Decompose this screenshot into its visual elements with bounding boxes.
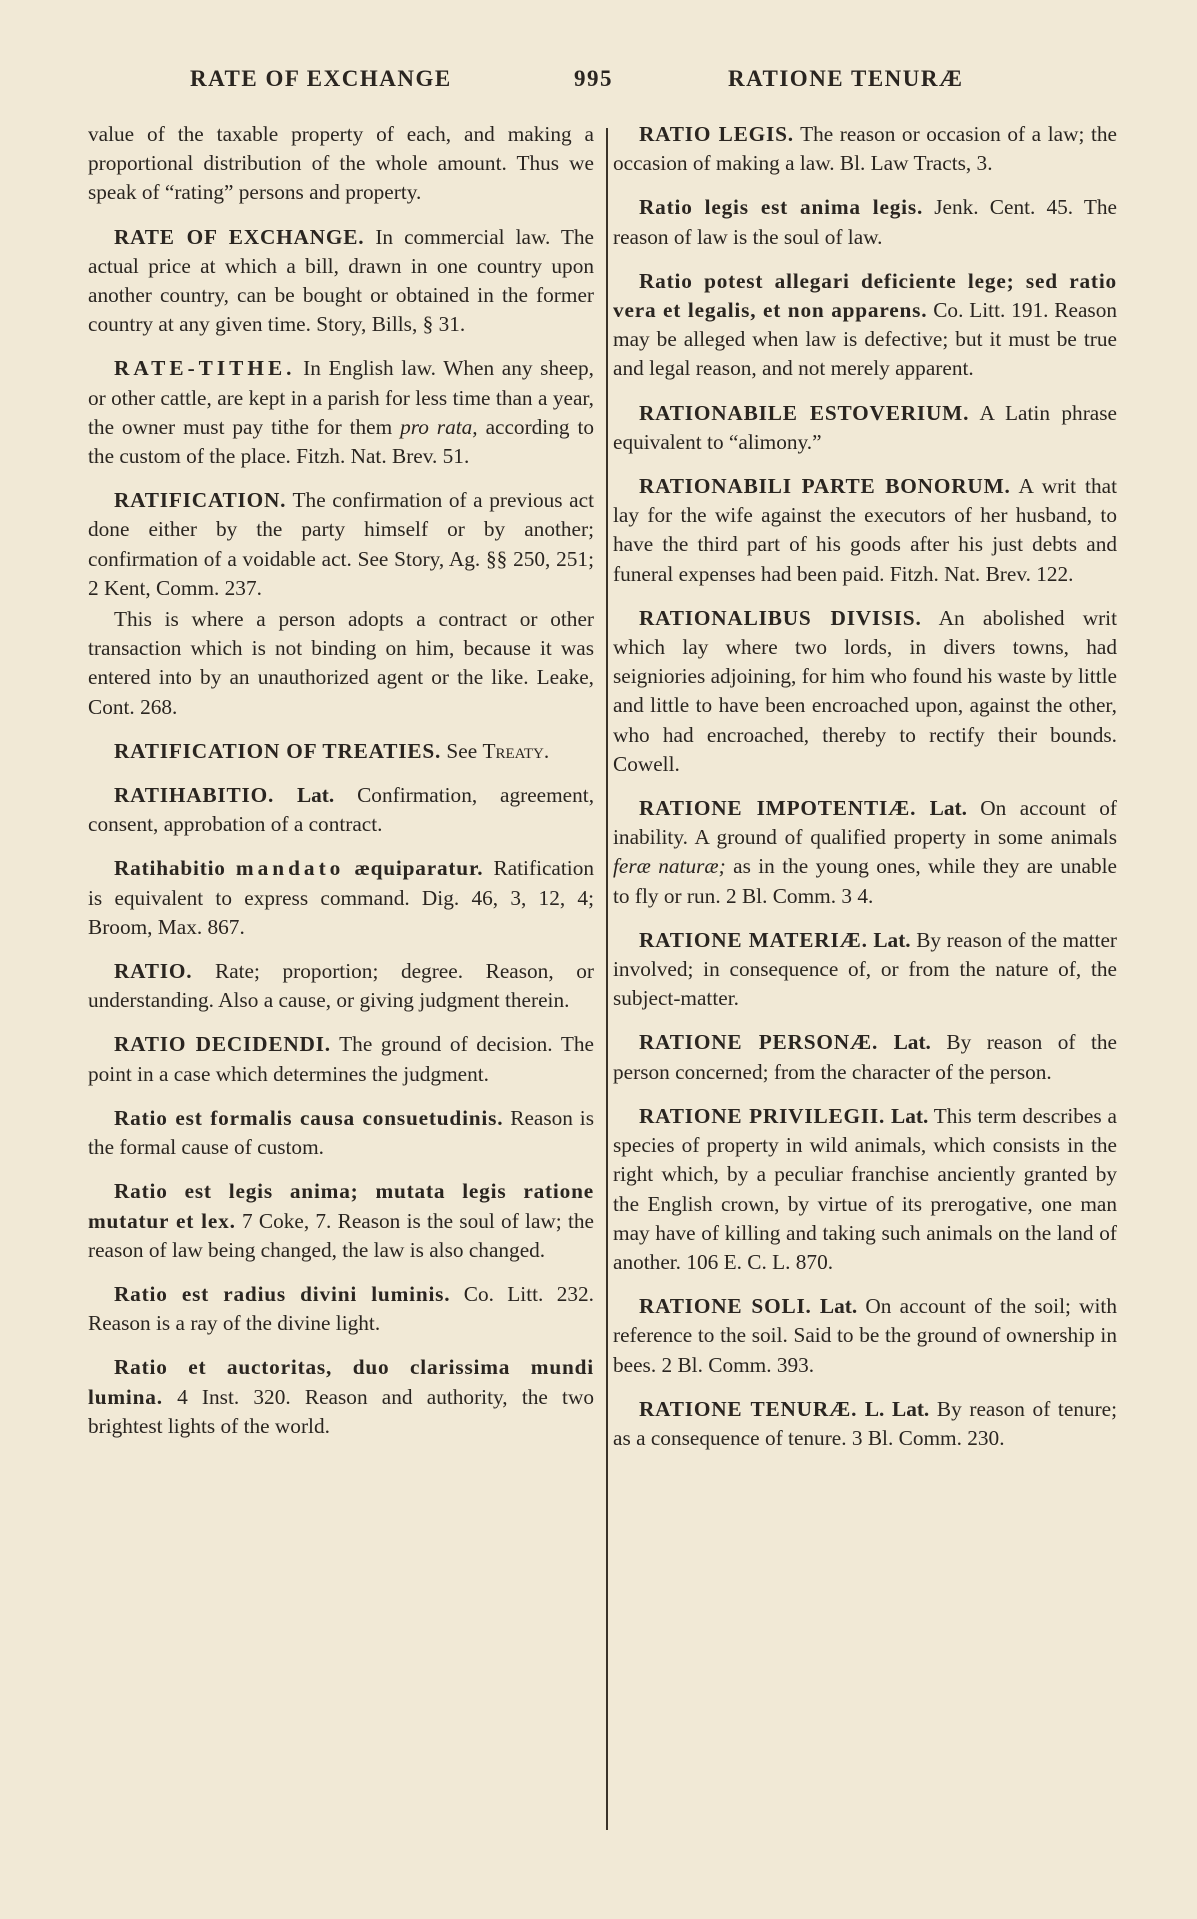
entry-see: See <box>446 738 478 763</box>
entry-definition: By reason of the person concerned; from the character of the person. <box>613 1030 1117 1084</box>
entry-rationabile-estoverium <box>613 399 1117 457</box>
entry-definition: Ratification is equivalent to express command. Dig. 46, 3, 12, 4; Broom, Max. 867. <box>88 856 595 939</box>
entry-rationalibus-divisis <box>613 604 1117 779</box>
entry-language: Lat. <box>929 796 967 821</box>
entry-definition: Co. Litt. 232. Reason is a ray of the divine light. <box>88 1281 594 1336</box>
entry-definition: By reason of the matter involved; in consequence of, or from the nature of, the subject-matter. <box>613 927 1118 1011</box>
entry-definition-cont: according to the custom of the place. Fitzh. Nat. Brev. 51. <box>88 414 595 469</box>
entry-ratione-soli <box>613 1292 1117 1380</box>
entry-maxim-ratio-potest-allegari <box>613 267 1117 384</box>
maxim-text: Ratio est formalis causa consuetudinis. <box>114 1105 504 1130</box>
maxim-word: æquiparatur. <box>354 856 484 881</box>
entry-term: RATIONABILI PARTE BONORUM. <box>639 474 1011 499</box>
maxim-text: Ratio et auctoritas, duo clarissima mundi lumina. <box>88 1355 594 1409</box>
entry-definition-cont: as in the young ones, while they are unable to fly or run. 2 Bl. Comm. 3 4. <box>613 854 1117 908</box>
header-left-guideword: RATE OF EXCHANGE <box>190 66 452 91</box>
entry-definition: In English law. When any sheep, or other cattle, are kept in a parish for less time than a year, the owner must pay tithe for them <box>88 356 594 439</box>
cross-reference: Treaty. <box>482 738 550 763</box>
entry-term: RATIONABILE ESTOVERIUM. <box>639 400 970 425</box>
entry-rate-of-exchange <box>88 223 594 340</box>
entry-term: RATIONE PERSONÆ. <box>639 1030 879 1055</box>
entry-maxim-ratio-est-formalis <box>88 1104 594 1162</box>
entry-definition: Jenk. Cent. 45. The reason of law is the soul of law. <box>613 195 1117 249</box>
entry-language: Lat. <box>891 1103 929 1128</box>
maxim-text: Ratio potest allegari deficiente lege; sed ratio vera et legalis, et non apparens. <box>613 268 1117 323</box>
entry-definition: 4 Inst. 320. Reason and authority, the two brightest lights of the world. <box>88 1384 594 1438</box>
entry-maxim-ratihabitio <box>88 854 594 942</box>
entry-ratihabitio <box>88 781 594 839</box>
entry-ratio-legis <box>613 120 1117 178</box>
column-divider <box>606 128 608 1830</box>
maxim-text: Ratio legis est anima legis. <box>639 195 924 220</box>
entry-definition: The confirmation of a previous act done either by the party himself or by another; confirmation of a voidable act. See Story, Ag. §§ 250, 251; 2 Kent, Comm. 237. <box>88 488 594 600</box>
running-header <box>0 66 1197 100</box>
entry-term: RATIHABITIO. <box>114 783 275 808</box>
entry-term: RATE-TITHE. <box>114 356 296 381</box>
entry-ratione-impotentiae <box>613 794 1117 911</box>
entry-maxim-ratio-est-radius <box>88 1280 594 1338</box>
entry-term: RATIONE PRIVILEGII. <box>639 1103 886 1128</box>
maxim-text: Ratio est radius divini luminis. <box>114 1281 451 1306</box>
entry-ratione-materiae <box>613 926 1117 1014</box>
entry-ratione-privilegii <box>613 1102 1117 1277</box>
entry-term: RATIONE TENURÆ. <box>639 1396 858 1421</box>
entry-ratione-tenurae <box>613 1395 1117 1453</box>
entry-term: RATIONE MATERIÆ. <box>639 927 868 952</box>
entry-ratio-decidendi <box>88 1030 594 1088</box>
entry-rate-tithe <box>88 354 594 471</box>
entry-term: RATIO. <box>114 959 193 984</box>
entry-definition: Reason is the formal cause of custom. <box>88 1105 594 1160</box>
entry-term: RATE OF EXCHANGE. <box>114 224 365 249</box>
entry-definition: An abolished writ which lay where two lords, in divers towns, had seigniories adjoining, for him who found his waste by little and little to have been encroached upon, against the other, who had encroached, thereby to rectify their bounds. Cowell. <box>613 605 1118 776</box>
entry-language: Lat. <box>873 927 911 952</box>
entry-rationabili-parte-bonorum <box>613 472 1117 589</box>
entry-ratification <box>88 486 594 603</box>
entry-definition: The reason or occasion of a law; the occasion of making a law. Bl. Law Tracts, 3. <box>613 122 1117 176</box>
maxim-word: Ratihabitio <box>114 856 226 881</box>
entry-definition: On account of the soil; with reference to the soil. Said to be the ground of ownership in bees. 2 Bl. Comm. 393. <box>613 1294 1118 1377</box>
entry-language: L. Lat. <box>864 1396 930 1421</box>
entry-ratione-personae <box>613 1028 1117 1086</box>
entry-definition: The ground of decision. The point in a case which determines the judgment. <box>88 1032 594 1086</box>
entry-definition: 7 Coke, 7. Reason is the soul of law; the reason of law being changed, the law is also changed. <box>88 1208 594 1262</box>
entry-ratification-paragraph: This is where a person adopts a contract or other transaction which is not binding on him, because it was entered into by an unauthorized agent or the like. Leake, Cont. 268. <box>88 607 594 719</box>
entry-language: Lat. <box>819 1294 858 1319</box>
entry-definition: In commercial law. The actual price at which a bill, drawn in one country upon another country, can be bought or obtained in the former country at any given time. Story, Bills, § 31. <box>88 224 594 337</box>
maxim-word-spaced: mandato <box>235 856 345 881</box>
entry-definition: A writ that lay for the wife against the executors of her husband, to have the third part of his goods after his just debts and funeral expenses had been paid. Fitzh. Nat. Brev. 122. <box>613 474 1117 586</box>
entry-italic: feræ naturæ; <box>613 854 726 879</box>
page-number: 995 <box>574 66 613 91</box>
entry-ratification-of-treaties <box>88 737 594 766</box>
entry-term: RATIO DECIDENDI. <box>114 1032 331 1057</box>
entry-term: RATIONE IMPOTENTIÆ. <box>639 796 917 821</box>
entry-definition: A Latin phrase equivalent to “alimony.” <box>613 400 1117 454</box>
entry-term: RATIFICATION OF TREATIES. <box>114 738 442 763</box>
entry-ratio <box>88 957 594 1015</box>
entry-maxim-ratio-est-legis <box>88 1177 594 1265</box>
entry-term: RATIONE SOLI. <box>639 1294 812 1319</box>
entry-definition: Co. Litt. 191. Reason may be alleged when law is defective; but it must be true and legal reason, and not merely apparent. <box>613 298 1117 381</box>
entry-maxim-ratio-et-auctoritas <box>88 1353 594 1441</box>
entry-language: Lat. <box>296 783 335 808</box>
left-column <box>88 120 594 1456</box>
entry-language: Lat. <box>893 1030 931 1055</box>
entry-definition: On account of inability. A ground of qualified property in some animals <box>613 796 1118 850</box>
entry-term: RATIFICATION. <box>114 488 287 513</box>
entry-italic: pro rata, <box>400 414 478 439</box>
entry-definition: This term describes a species of property in wild animals, which consists in the right which, by a peculiar franchise anciently granted by the English crown, by virtue of its prerogative, one man may have of killing and taking such animals on the land of another. 106 E. C. L. 870. <box>613 1103 1117 1274</box>
entry-definition: Rate; proportion; degree. Reason, or understanding. Also a cause, or giving judgment therein. <box>88 959 594 1013</box>
entry-term: RATIO LEGIS. <box>639 122 794 146</box>
entry-definition: By reason of tenure; as a consequence of tenure. 3 Bl. Comm. 230. <box>613 1396 1118 1450</box>
maxim-text: Ratio est legis anima; mutata legis ratione mutatur et lex. <box>88 1179 594 1233</box>
header-right-guideword: RATIONE TENURÆ <box>728 66 964 91</box>
entry-term: RATIONALIBUS DIVISIS. <box>639 605 922 630</box>
entry-maxim-ratio-legis-est-anima <box>613 193 1117 251</box>
entry-definition: Confirmation, agreement, consent, approbation of a contract. <box>88 783 595 837</box>
right-column <box>613 120 1117 1468</box>
continued-text: value of the taxable property of each, and making a proportional distribution of the whole amount. Thus we speak of “rating” persons and property. <box>88 122 594 205</box>
